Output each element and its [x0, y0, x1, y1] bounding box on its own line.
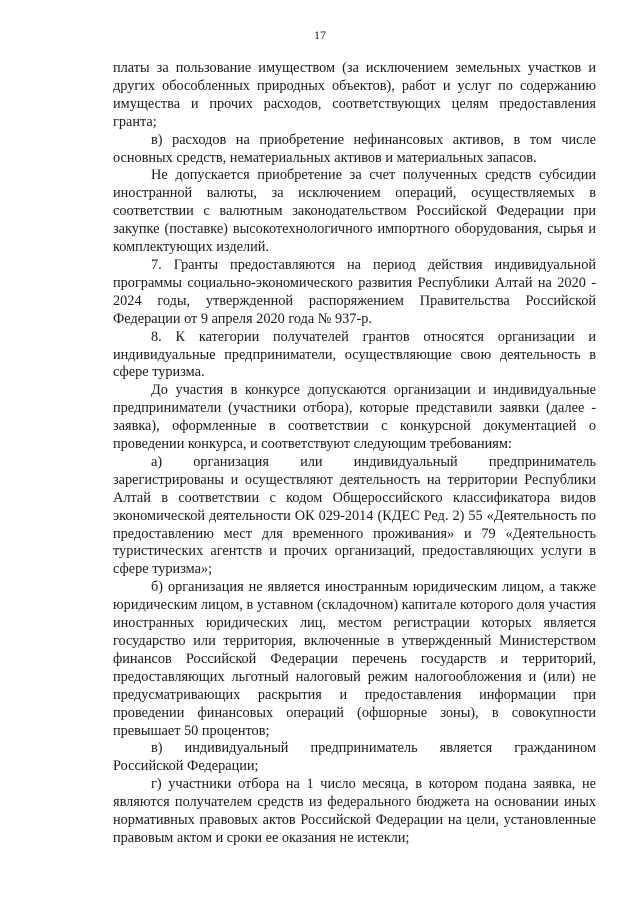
paragraph: Не допускается приобретение за счет полученных средств субсидии иностранной валюты, за исключением операций, осуществляемых в соответствии с валютным законодательством Российской Федерации при закупке (поставке) высокотехнологичного импортного оборудования, сырья и комплектующих изделий.	[113, 167, 596, 256]
paragraph: 7. Гранты предоставляются на период действия индивидуальной программы социально-экономического развития Республики Алтай на 2020 - 2024 годы, утвержденной распоряжением Правительства Российской Федерации от 9 апреля 2020 года № 937-р.	[113, 256, 596, 327]
paragraph: г) участники отбора на 1 число месяца, в котором подана заявка, не являются получателем средств из федерального бюджета на основании иных нормативных правовых актов Российской Федерации на цели, установленные правовым актом и сроки ее оказания не истекли;	[113, 776, 596, 846]
paragraph: а) организация или индивидуальный предприниматель зарегистрированы и осуществляют деятельность на территории Республики Алтай в соответствии с кодом Общероссийского классификатора видов экономической деятельности ОК 029-2014 (КДЕС Ред. 2) 55 «Деятельность по предоставлению мест для временного проживания» и 79 «Деятельность туристических агентств и прочих организаций, предоставляющих услуги в сфере туризма»;	[113, 453, 596, 578]
page-number: 17	[314, 28, 326, 42]
paragraph: в) расходов на приобретение нефинансовых активов, в том числе основных средств, нематериальных активов и материальных запасов.	[113, 131, 596, 166]
paragraph: До участия в конкурсе допускаются организации и индивидуальные предприниматели (участники отбора), которые представили заявки (далее - заявка), оформленные в соответствии с конкурсной документацией о проведении конкурса, и соответствуют следующим требованиям:	[113, 382, 596, 453]
paragraph: б) организация не является иностранным юридическим лицом, а также юридическим лицом, в уставном (складочном) капитале которого доля участия иностранных юридических лиц, местом регистрации которых является государство или территория, включенные в утвержденный Министерством финансов Российской Федерации перечень государств и территорий, предоставляющих льготный налоговый режим налогообложения и (или) не предусматривающих раскрытия и предоставления информации при проведении финансовых операций (офшорные зоны), в совокупности превышает 50 процентов;	[113, 579, 596, 739]
paragraph: платы за пользование имуществом (за исключением земельных участков и других обособленных природных объектов), работ и услуг по содержанию имущества и прочих расходов, соответствующих целям предоставления гранта;	[113, 60, 596, 130]
paragraph: 8. К категории получателей грантов относятся организации и индивидуальные предприниматели, осуществляющие свою деятельность в сфере туризма.	[113, 328, 596, 381]
paragraph: в) индивидуальный предприниматель является гражданином Российской Федерации;	[113, 740, 596, 775]
document-body	[113, 60, 596, 848]
